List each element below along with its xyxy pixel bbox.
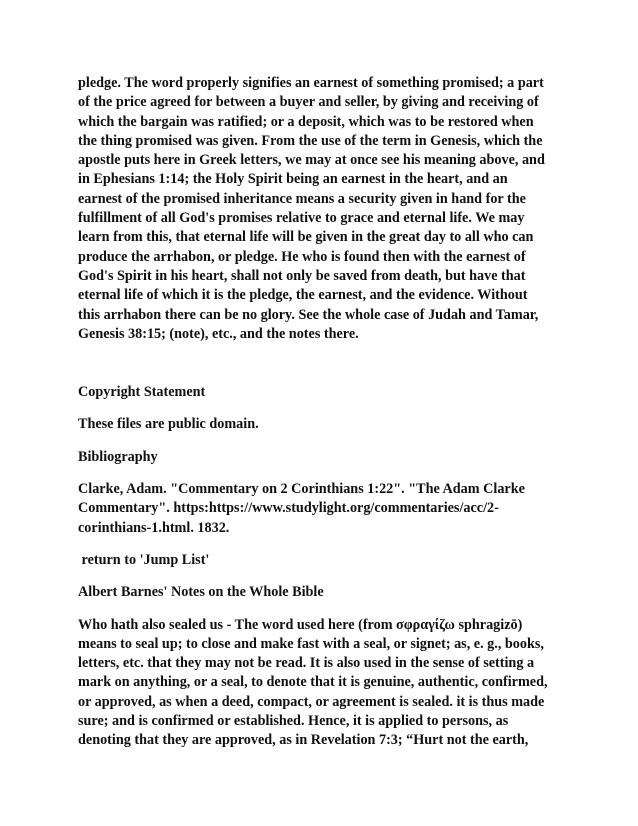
copyright-heading: Copyright Statement — [78, 384, 206, 401]
copyright-text: These files are public domain. — [78, 416, 259, 433]
text-line: or approved, as when a deed, compact, or agreement is sealed. it is thus made — [78, 693, 545, 710]
clarke-commentary-continuation — [78, 74, 560, 344]
text-line: mark on anything, or a seal, to denote that it is genuine, authentic, confirmed, — [78, 674, 548, 691]
text-line: eternal life of which it is the pledge, the earnest, and the evidence. Without — [78, 287, 528, 304]
text-line: Genesis 38:15; (note), etc., and the notes there. — [78, 325, 359, 342]
text-line: which the bargain was ratified; or a deposit, which was to be restored when — [78, 113, 534, 130]
document-page — [78, 74, 560, 751]
return-to-jump-list-link[interactable]: return to 'Jump List' — [78, 551, 210, 568]
barnes-commentary — [78, 616, 560, 751]
text-line: sure; and is confirmed or established. Hence, it is applied to persons, as — [78, 713, 509, 730]
text-line: Commentary". https:https://www.studylight.org/commentaries/acc/2- — [78, 500, 499, 517]
text-line: the thing promised was given. From the use of the term in Genesis, which the — [78, 132, 543, 149]
barnes-notes-heading: Albert Barnes' Notes on the Whole Bible — [78, 584, 324, 601]
text-line: God's Spirit in his heart, shall not only be saved from death, but have that — [78, 267, 526, 284]
text-line: Clarke, Adam. "Commentary on 2 Corinthians 1:22". "The Adam Clarke — [78, 481, 525, 498]
text-line: means to seal up; to close and make fast with a seal, or signet; as, e. g., books, — [78, 635, 544, 652]
bibliography-heading: Bibliography — [78, 448, 158, 465]
text-line: fulfillment of all God's promises relative to grace and eternal life. We may — [78, 210, 525, 227]
text-line: letters, etc. that they may not be read. It is also used in the sense of setting a — [78, 655, 535, 672]
text-line: learn from this, that eternal life will be given in the great day to all who can — [78, 229, 534, 246]
text-line: Who hath also sealed us - The word used here (from σφραγίζω sphragizō) — [78, 616, 523, 633]
text-line: earnest of the promised inheritance means a security given in hand for the — [78, 190, 526, 207]
text-line: corinthians-1.html. 1832. — [78, 519, 230, 536]
text-line: denoting that they are approved, as in Revelation 7:3; “Hurt not the earth, — [78, 732, 529, 749]
bibliography-citation — [78, 480, 560, 538]
text-line: of the price agreed for between a buyer and seller, by giving and receiving of — [78, 94, 539, 111]
text-line: this arrhabon there can be no glory. See the whole case of Judah and Tamar, — [78, 306, 539, 323]
text-line: produce the arrhabon, or pledge. He who is found then with the earnest of — [78, 248, 526, 265]
text-line: pledge. The word properly signifies an earnest of something promised; a part — [78, 75, 544, 91]
text-line: apostle puts here in Greek letters, we may at once see his meaning above, and — [78, 152, 545, 169]
text-line: in Ephesians 1:14; the Holy Spirit being an earnest in the heart, and an — [78, 171, 508, 188]
